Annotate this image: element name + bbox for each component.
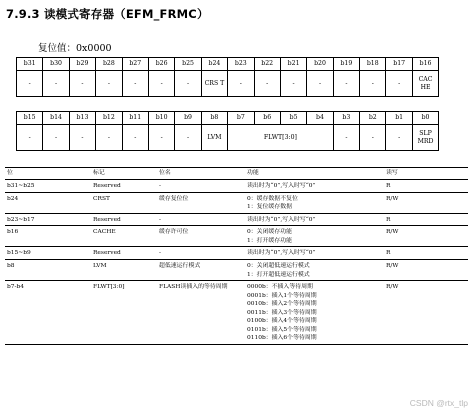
table-row bbox=[5, 281, 468, 345]
bit-number: b26 bbox=[148, 58, 174, 71]
bit-field: - bbox=[360, 125, 386, 151]
bit-field: CAC HE bbox=[412, 71, 438, 97]
row-function bbox=[245, 192, 384, 213]
bit-number: b7 bbox=[228, 112, 254, 125]
bit-number: b11 bbox=[122, 112, 148, 125]
bit-number: b8 bbox=[201, 112, 227, 125]
register-description-table bbox=[5, 167, 468, 345]
bit-number: b0 bbox=[412, 112, 438, 125]
bit-field: - bbox=[96, 71, 122, 97]
bit-field: - bbox=[69, 125, 95, 151]
row-rw: R bbox=[384, 247, 468, 260]
row-mark: Reserved bbox=[91, 180, 157, 193]
bit-field-row bbox=[17, 125, 439, 151]
bit-field: - bbox=[148, 125, 174, 151]
bit-number: b2 bbox=[360, 112, 386, 125]
row-mark: Reserved bbox=[91, 213, 157, 226]
bit-number: b6 bbox=[254, 112, 280, 125]
bit-field: - bbox=[175, 71, 201, 97]
row-name: 超低速运行模式 bbox=[157, 259, 245, 280]
bit-number: b5 bbox=[280, 112, 306, 125]
function-line: 1：打开超低速运行模式 bbox=[247, 271, 310, 278]
row-mark: CACHE bbox=[91, 226, 157, 247]
bit-field: SLP MRD bbox=[412, 125, 438, 151]
bit-number: b1 bbox=[386, 112, 412, 125]
bit-number: b3 bbox=[333, 112, 359, 125]
function-line: 0：关闭超低速运行模式 bbox=[247, 262, 310, 269]
table-header-row bbox=[5, 168, 468, 180]
bit-field: - bbox=[360, 71, 386, 97]
bit-number: b28 bbox=[96, 58, 122, 71]
bit-number: b21 bbox=[280, 58, 306, 71]
row-rw: R/W bbox=[384, 226, 468, 247]
function-line: 1：复位缓存数据 bbox=[247, 204, 292, 211]
function-line: 1：打开缓存功能 bbox=[247, 237, 292, 244]
row-function bbox=[245, 259, 384, 280]
row-bit: b31~b25 bbox=[5, 180, 91, 193]
function-line: 0010b：插入2个等待周期 bbox=[247, 301, 317, 308]
bit-number: b10 bbox=[148, 112, 174, 125]
bit-number: b17 bbox=[386, 58, 412, 71]
bit-field: - bbox=[43, 71, 69, 97]
bit-number: b15 bbox=[17, 112, 43, 125]
row-bit: b23~b17 bbox=[5, 213, 91, 226]
bit-field-row bbox=[17, 71, 439, 97]
reset-value: 复位值：0x0000 bbox=[38, 43, 112, 54]
row-rw: R/W bbox=[384, 192, 468, 213]
bit-field: - bbox=[386, 71, 412, 97]
bit-field: FLWT[3:0] bbox=[228, 125, 334, 151]
register-bits-low-table bbox=[16, 111, 439, 151]
row-function bbox=[245, 226, 384, 247]
bit-number: b29 bbox=[69, 58, 95, 71]
row-mark: FLWT[3:0] bbox=[91, 281, 157, 345]
function-line: 读出时为“0”,写入时写“0” bbox=[247, 250, 316, 257]
function-line: 读出时为“0”,写入时写“0” bbox=[247, 183, 316, 189]
header-name: 位名 bbox=[157, 168, 245, 180]
row-function bbox=[245, 213, 384, 226]
bit-number: b12 bbox=[96, 112, 122, 125]
row-rw: R/W bbox=[384, 259, 468, 280]
bit-field: - bbox=[333, 71, 359, 97]
bit-field: - bbox=[122, 125, 148, 151]
bit-field: - bbox=[17, 125, 43, 151]
bit-field: - bbox=[17, 71, 43, 97]
bit-field: - bbox=[280, 71, 306, 97]
bit-field: - bbox=[122, 71, 148, 97]
row-mark: CRST bbox=[91, 192, 157, 213]
table-row bbox=[5, 213, 468, 226]
bit-number: b13 bbox=[69, 112, 95, 125]
bit-field: CRS T bbox=[201, 71, 227, 97]
register-bits-high-table bbox=[16, 57, 439, 97]
bit-field: - bbox=[254, 71, 280, 97]
row-rw: R/W bbox=[384, 281, 468, 345]
row-name: 缓存复位位 bbox=[157, 192, 245, 213]
bit-number: b23 bbox=[228, 58, 254, 71]
function-line: 0011b：插入3个等待周期 bbox=[247, 309, 317, 316]
bit-field: - bbox=[43, 125, 69, 151]
bit-number: b4 bbox=[307, 112, 333, 125]
table-row bbox=[5, 259, 468, 280]
row-function bbox=[245, 180, 384, 193]
bit-field: - bbox=[333, 125, 359, 151]
function-line: 0：关闭缓存功能 bbox=[247, 229, 292, 236]
bit-field: LVM bbox=[201, 125, 227, 151]
row-rw: R bbox=[384, 213, 468, 226]
section-title: 7.9.3 读模式寄存器（EFM_FRMC） bbox=[6, 7, 209, 21]
bit-number: b18 bbox=[360, 58, 386, 71]
bit-number: b24 bbox=[201, 58, 227, 71]
row-bit: b24 bbox=[5, 192, 91, 213]
function-line: 0101b：插入5个等待周期 bbox=[247, 326, 317, 333]
header-mark: 标记 bbox=[91, 168, 157, 180]
bit-number: b19 bbox=[333, 58, 359, 71]
bit-number: b16 bbox=[412, 58, 438, 71]
table-row bbox=[5, 192, 468, 213]
row-bit: b15~b9 bbox=[5, 247, 91, 260]
bit-field: - bbox=[175, 125, 201, 151]
bit-number-row bbox=[17, 112, 439, 125]
function-line: 0：缓存数据不复位 bbox=[247, 195, 298, 202]
row-name: 缓存许可位 bbox=[157, 226, 245, 247]
row-bit: b16 bbox=[5, 226, 91, 247]
row-name: - bbox=[157, 213, 245, 226]
watermark: CSDN @rtx_tlp bbox=[409, 398, 468, 408]
row-name: FLASH读插入的等待周期 bbox=[157, 281, 245, 345]
bit-number: b25 bbox=[175, 58, 201, 71]
header-rw: 读写 bbox=[384, 168, 468, 180]
bit-number: b9 bbox=[175, 112, 201, 125]
bit-field: - bbox=[228, 71, 254, 97]
header-bit: 位 bbox=[5, 168, 91, 180]
row-mark: Reserved bbox=[91, 247, 157, 260]
bit-number: b22 bbox=[254, 58, 280, 71]
function-line: 读出时为“0”,写入时写“0” bbox=[247, 216, 316, 223]
bit-field: - bbox=[148, 71, 174, 97]
table-row bbox=[5, 180, 468, 193]
row-function bbox=[245, 281, 384, 345]
header-function: 功能 bbox=[245, 168, 384, 180]
function-line: 0100b：插入4个等待周期 bbox=[247, 318, 317, 325]
bit-number: b14 bbox=[43, 112, 69, 125]
row-rw: R bbox=[384, 180, 468, 193]
function-line: 0110b：插入6个等待周期 bbox=[247, 335, 317, 342]
row-name: - bbox=[157, 247, 245, 260]
bit-number: b20 bbox=[307, 58, 333, 71]
function-line: 0001b：插入1个等待周期 bbox=[247, 292, 317, 299]
row-name: - bbox=[157, 180, 245, 193]
bit-field: - bbox=[307, 71, 333, 97]
bit-field: - bbox=[386, 125, 412, 151]
row-bit: b7-b4 bbox=[5, 281, 91, 345]
row-mark: LVM bbox=[91, 259, 157, 280]
bit-number: b30 bbox=[43, 58, 69, 71]
row-function bbox=[245, 247, 384, 260]
bit-field: - bbox=[96, 125, 122, 151]
bit-field: - bbox=[69, 71, 95, 97]
table-row bbox=[5, 247, 468, 260]
bit-number: b27 bbox=[122, 58, 148, 71]
row-bit: b8 bbox=[5, 259, 91, 280]
bit-number-row bbox=[17, 58, 439, 71]
table-row bbox=[5, 226, 468, 247]
function-line: 0000b：不插入等待周期 bbox=[247, 284, 313, 291]
bit-number: b31 bbox=[17, 58, 43, 71]
